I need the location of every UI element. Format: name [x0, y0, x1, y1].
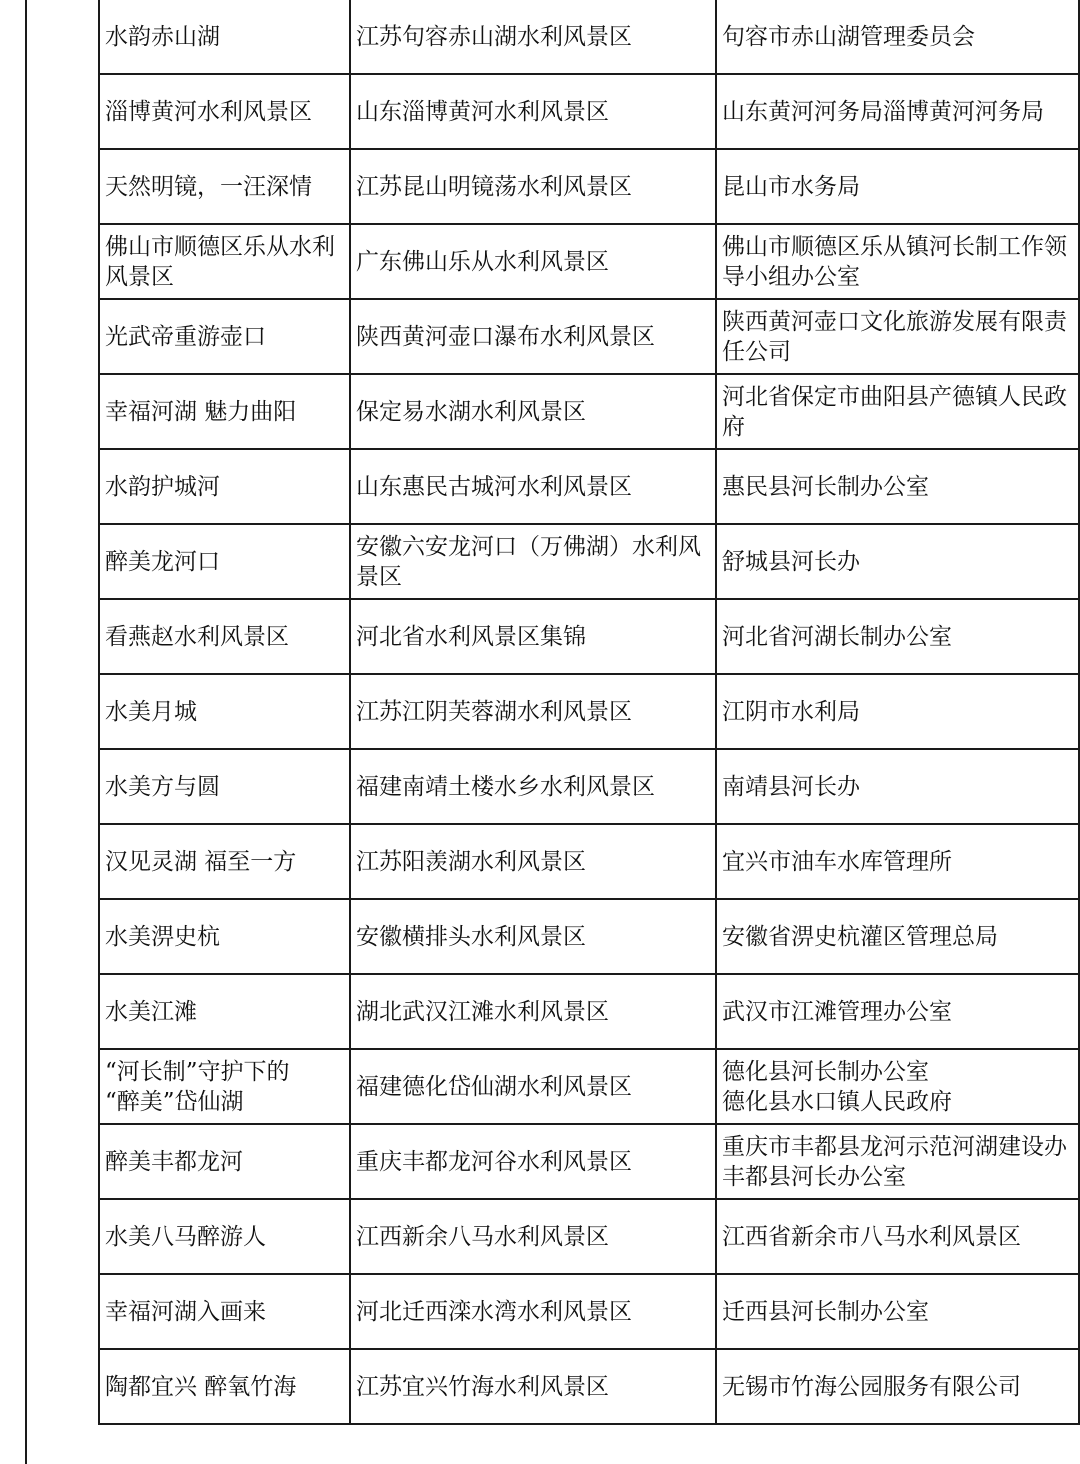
organization-cell [716, 74, 1079, 149]
table-row [99, 674, 1079, 749]
organization-name: 江阴市水利局 [722, 698, 860, 725]
organization-cell [716, 0, 1079, 74]
work-title: 水美江滩 [105, 998, 197, 1025]
scenic-area-name: 江苏阳羡湖水利风景区 [356, 848, 586, 875]
left-margin-rule [25, 0, 27, 1464]
scenic-area-cell [350, 824, 716, 899]
table-row [99, 449, 1079, 524]
scenic-area-name: 江苏句容赤山湖水利风景区 [356, 23, 632, 50]
scenic-area-cell [350, 674, 716, 749]
work-title: 淄博黄河水利风景区 [105, 98, 312, 125]
organization-name: 河北省河湖长制办公室 [722, 623, 952, 650]
scenic-area-cell [350, 974, 716, 1049]
work-title-cell [99, 974, 350, 1049]
scenic-area-name: 安徽横排头水利风景区 [356, 923, 586, 950]
scenic-area-cell [350, 0, 716, 74]
work-title: 水美八马醉游人 [105, 1223, 266, 1250]
work-title-cell [99, 149, 350, 224]
work-title-cell [99, 1124, 350, 1199]
scenic-area-name: 江苏宜兴竹海水利风景区 [356, 1373, 609, 1400]
work-title: 水美月城 [105, 698, 197, 725]
scenic-area-cell [350, 1349, 716, 1424]
table-row [99, 524, 1079, 599]
organization-cell [716, 674, 1079, 749]
table-row [99, 824, 1079, 899]
work-title: 汉见灵湖 福至一方 [105, 848, 297, 875]
scenic-area-cell [350, 899, 716, 974]
scenic-area-name: 重庆丰都龙河谷水利风景区 [356, 1148, 632, 1175]
organization-cell [716, 524, 1079, 599]
scenic-area-name: 江苏江阴芙蓉湖水利风景区 [356, 698, 632, 725]
work-title-cell [99, 1199, 350, 1274]
scenic-area-name: 山东淄博黄河水利风景区 [356, 98, 609, 125]
scenic-area-name: 保定易水湖水利风景区 [356, 398, 586, 425]
table-row [99, 1274, 1079, 1349]
table-body [99, 0, 1079, 1424]
scenic-area-cell [350, 599, 716, 674]
organization-name: 昆山市水务局 [722, 173, 860, 200]
scenic-area-name: 山东惠民古城河水利风景区 [356, 473, 632, 500]
organization-cell [716, 1124, 1079, 1199]
work-title: 佛山市顺德区乐从水利风景区 [105, 233, 335, 290]
scenic-area-name: 湖北武汉江滩水利风景区 [356, 998, 609, 1025]
organization-cell [716, 899, 1079, 974]
work-title: 看燕赵水利风景区 [105, 623, 289, 650]
organization-name: 安徽省淠史杭灌区管理总局 [722, 923, 998, 950]
table-row [99, 974, 1079, 1049]
organization-cell [716, 749, 1079, 824]
work-title-cell [99, 674, 350, 749]
table-row [99, 374, 1079, 449]
organization-name: 河北省保定市曲阳县产德镇人民政府 [722, 383, 1067, 440]
work-title-cell [99, 299, 350, 374]
scenic-area-cell [350, 449, 716, 524]
work-title-cell [99, 449, 350, 524]
scenic-area-name: 江西新余八马水利风景区 [356, 1223, 609, 1250]
table-row [99, 1049, 1079, 1124]
table-row [99, 149, 1079, 224]
scenic-area-cell [350, 749, 716, 824]
scenic-area-cell [350, 1124, 716, 1199]
scenic-area-cell [350, 1199, 716, 1274]
table-row [99, 1124, 1079, 1199]
organization-name: 南靖县河长办 [722, 773, 860, 800]
organization-name: 佛山市顺德区乐从镇河长制工作领导小组办公室 [722, 233, 1067, 290]
table-row [99, 224, 1079, 299]
organization-cell [716, 299, 1079, 374]
work-title: 陶都宜兴 醉氧竹海 [105, 1373, 297, 1400]
work-title-cell [99, 224, 350, 299]
work-title: 醉美丰都龙河 [105, 1148, 243, 1175]
work-title-cell [99, 599, 350, 674]
organization-cell [716, 1349, 1079, 1424]
table-row [99, 0, 1079, 74]
scenic-area-cell [350, 1274, 716, 1349]
table-row [99, 1349, 1079, 1424]
organization-name: 宜兴市油车水库管理所 [722, 848, 952, 875]
organization-name: 舒城县河长办 [722, 548, 860, 575]
scenic-area-cell [350, 374, 716, 449]
scenic-area-cell [350, 74, 716, 149]
table-row [99, 74, 1079, 149]
work-title-cell [99, 1349, 350, 1424]
scenic-area-cell [350, 224, 716, 299]
work-title-cell [99, 1274, 350, 1349]
organization-name: 重庆市丰都县龙河示范河湖建设办 丰都县河长办公室 [722, 1133, 1067, 1190]
organization-cell [716, 374, 1079, 449]
scenic-area-cell [350, 1049, 716, 1124]
work-title-cell [99, 1049, 350, 1124]
scenic-area-name: 江苏昆山明镜荡水利风景区 [356, 173, 632, 200]
work-title: 水韵护城河 [105, 473, 220, 500]
organization-cell [716, 224, 1079, 299]
work-title-cell [99, 749, 350, 824]
scenic-area-name: 福建南靖土楼水乡水利风景区 [356, 773, 655, 800]
organization-name: 惠民县河长制办公室 [722, 473, 929, 500]
work-title-cell [99, 524, 350, 599]
table-row [99, 599, 1079, 674]
scenic-area-table [98, 0, 1080, 1425]
scenic-area-name: 河北省水利风景区集锦 [356, 623, 586, 650]
work-title-cell [99, 824, 350, 899]
table-row [99, 899, 1079, 974]
organization-name: 江西省新余市八马水利风景区 [722, 1223, 1021, 1250]
work-title: 醉美龙河口 [105, 548, 220, 575]
organization-cell [716, 149, 1079, 224]
scenic-area-name: 河北迁西滦水湾水利风景区 [356, 1298, 632, 1325]
work-title: 幸福河湖 魅力曲阳 [105, 398, 297, 425]
table-row [99, 749, 1079, 824]
scenic-area-name: 广东佛山乐从水利风景区 [356, 248, 609, 275]
organization-cell [716, 824, 1079, 899]
work-title-cell [99, 374, 350, 449]
scenic-area-cell [350, 299, 716, 374]
organization-name: 无锡市竹海公园服务有限公司 [722, 1373, 1021, 1400]
scenic-area-cell [350, 149, 716, 224]
work-title-cell [99, 899, 350, 974]
organization-cell [716, 449, 1079, 524]
work-title-cell [99, 74, 350, 149]
work-title: 水美淠史杭 [105, 923, 220, 950]
scenic-area-cell [350, 524, 716, 599]
scenic-area-name: 安徽六安龙河口（万佛湖）水利风景区 [356, 533, 701, 590]
organization-cell [716, 1049, 1079, 1124]
work-title: “河长制”守护下的 “醉美”岱仙湖 [105, 1058, 290, 1115]
work-title: 光武帝重游壶口 [105, 323, 266, 350]
organization-name: 山东黄河河务局淄博黄河河务局 [722, 98, 1044, 125]
organization-name: 迁西县河长制办公室 [722, 1298, 929, 1325]
organization-name: 武汉市江滩管理办公室 [722, 998, 952, 1025]
work-title: 水韵赤山湖 [105, 23, 220, 50]
organization-name: 陕西黄河壶口文化旅游发展有限责任公司 [722, 308, 1067, 365]
work-title: 水美方与圆 [105, 773, 220, 800]
work-title: 幸福河湖入画来 [105, 1298, 266, 1325]
work-title: 天然明镜，一汪深情 [105, 173, 312, 200]
organization-cell [716, 974, 1079, 1049]
organization-cell [716, 1274, 1079, 1349]
table-row [99, 299, 1079, 374]
organization-name: 德化县河长制办公室 德化县水口镇人民政府 [722, 1058, 952, 1115]
work-title-cell [99, 0, 350, 74]
organization-cell [716, 1199, 1079, 1274]
organization-name: 句容市赤山湖管理委员会 [722, 23, 975, 50]
scenic-area-name: 陕西黄河壶口瀑布水利风景区 [356, 323, 655, 350]
scenic-area-name: 福建德化岱仙湖水利风景区 [356, 1073, 632, 1100]
organization-cell [716, 599, 1079, 674]
table-row [99, 1199, 1079, 1274]
